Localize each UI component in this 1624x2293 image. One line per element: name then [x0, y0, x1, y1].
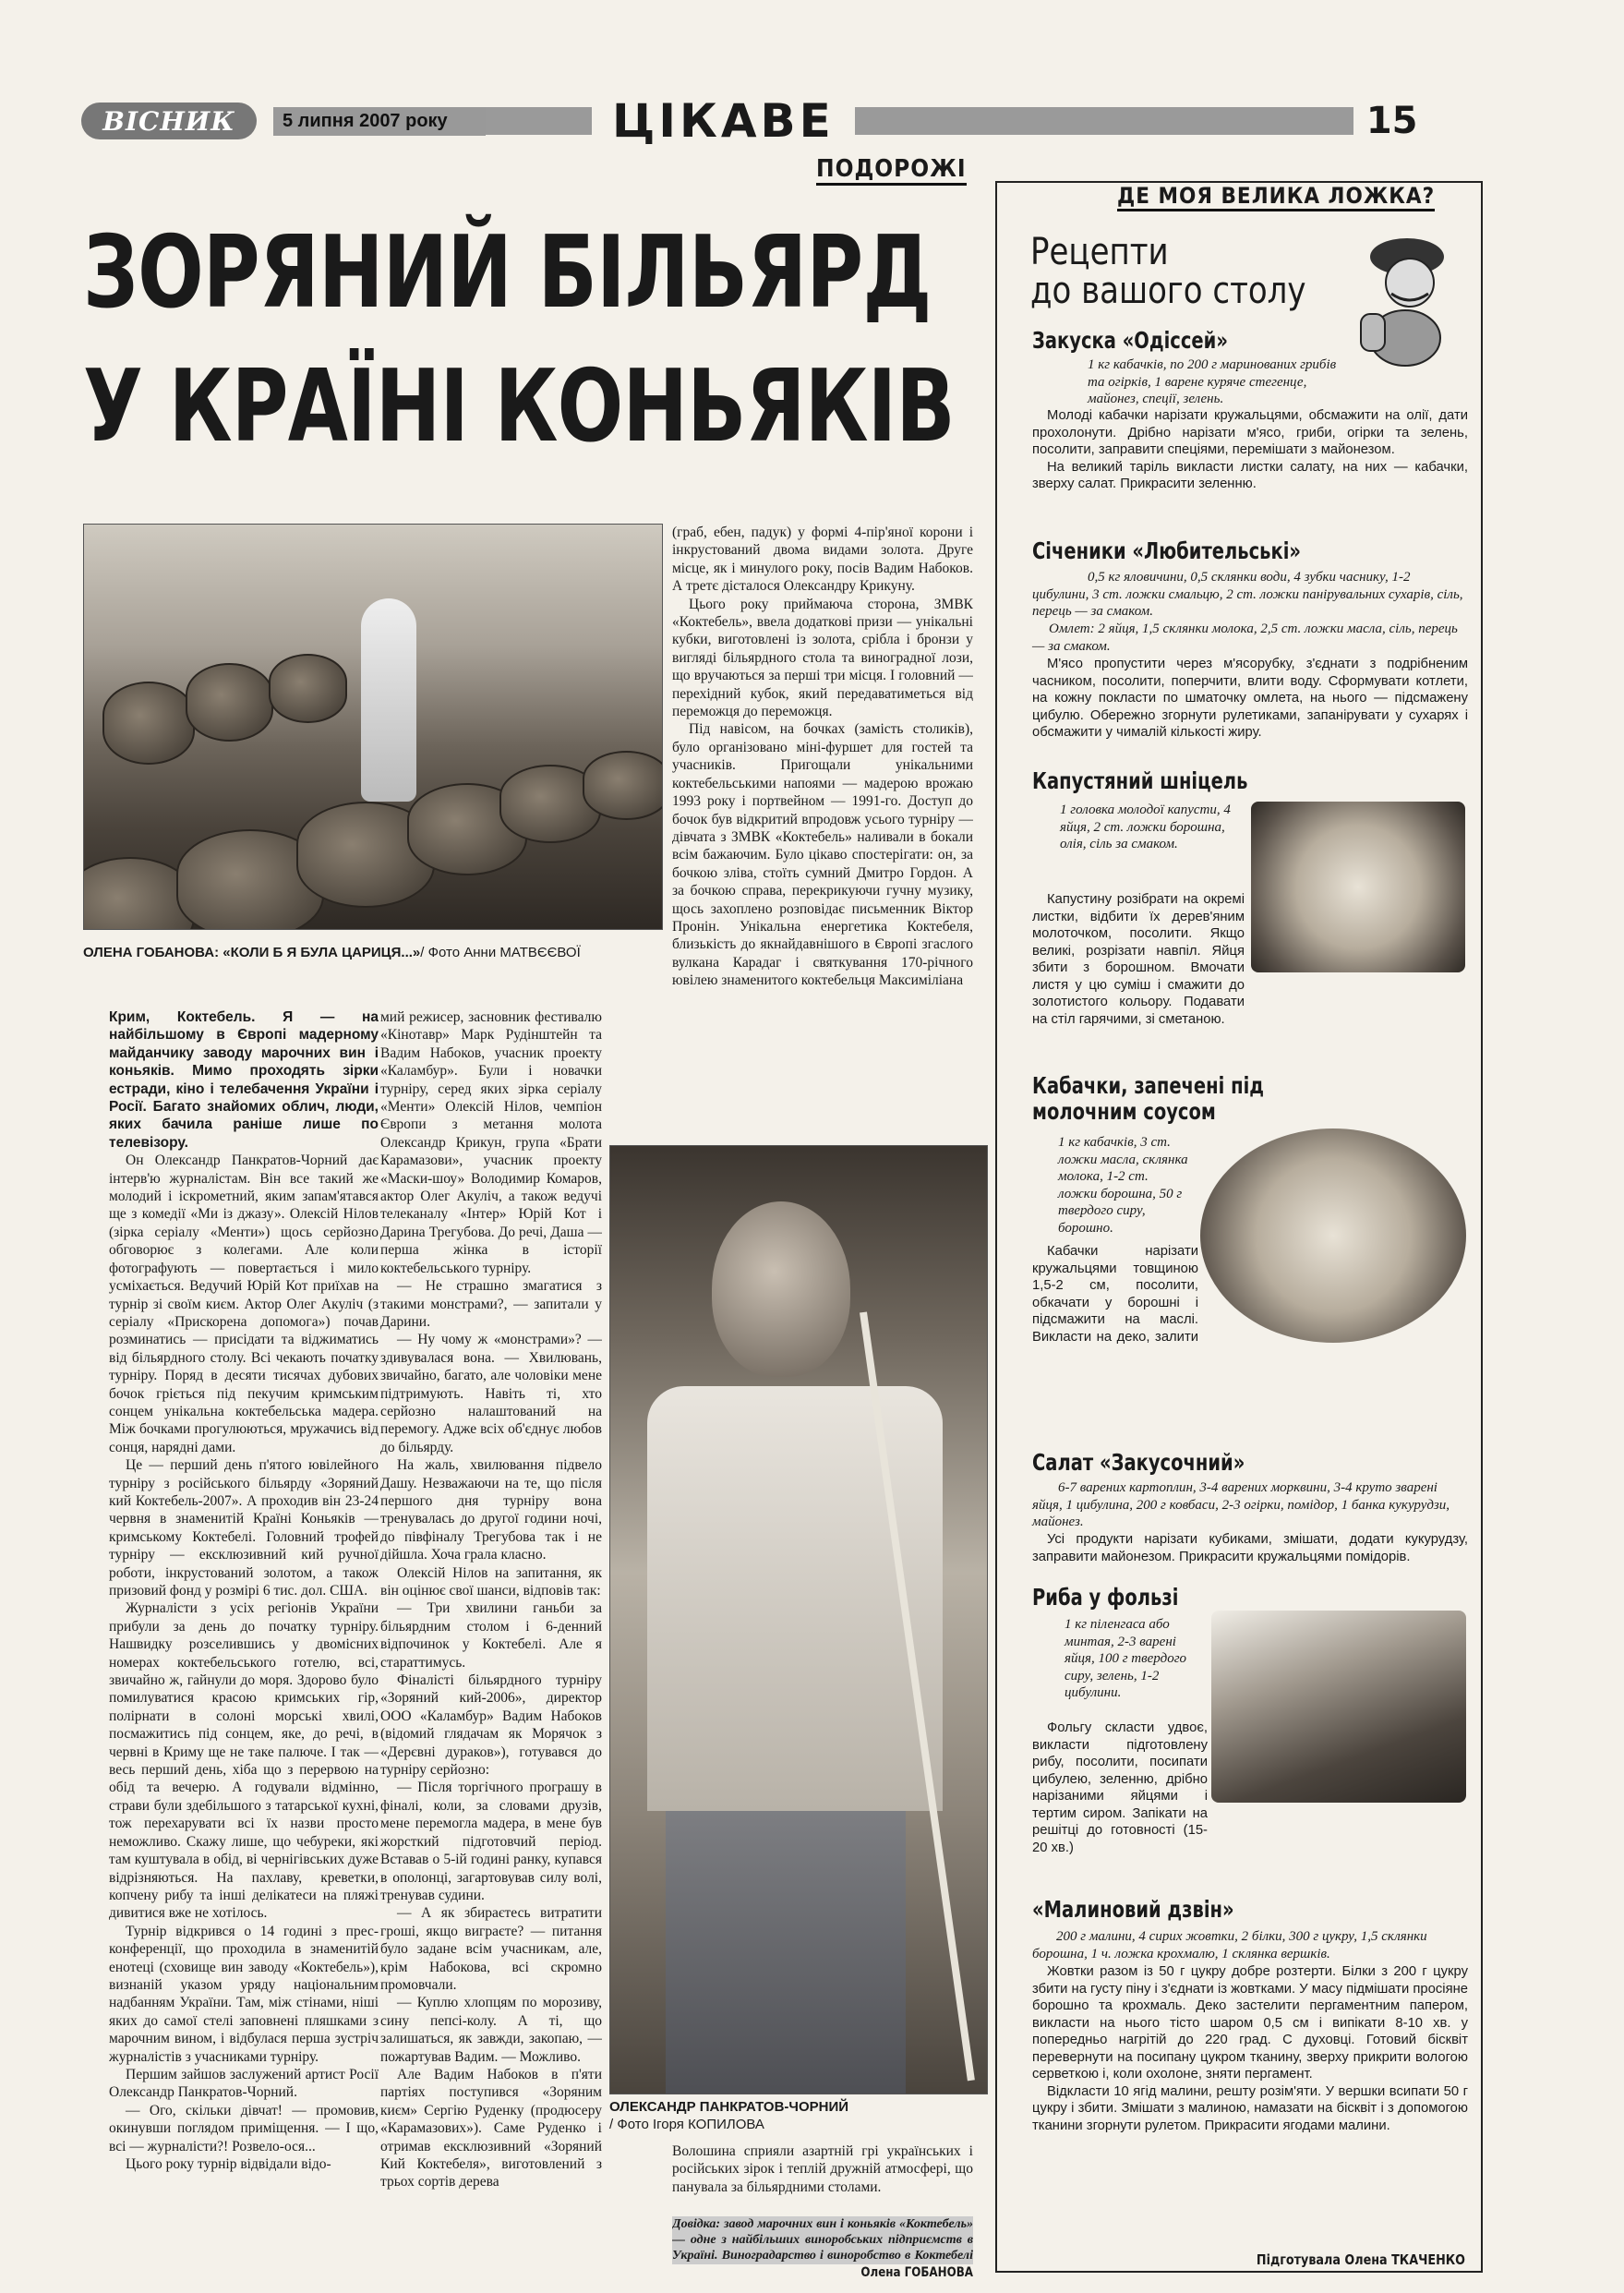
headline-line-2: У КРАЇНІ КОНЬЯКІВ: [83, 349, 955, 465]
article-column-1: [109, 1008, 379, 2272]
recipe-ingredients: 1 головка молодої капусти, 4 яйця, 2 ст. ложки борошна, олія, сіль за смаком.: [1060, 803, 1231, 851]
photo2-caption-credit: / Фото Ігоря КОПИЛОВА: [609, 2117, 764, 2132]
article-author: Олена ГОБАНОВА: [860, 2265, 973, 2280]
article-rubric: ПОДОРОЖІ: [816, 155, 967, 186]
section-title: ЦІКАВЕ: [612, 94, 835, 148]
recipe-ingredients: 1 кг кабачків, по 200 г маринованих грибів та огірків, 1 варене куряче стегенце, майонез, спеції, зелень.: [1088, 357, 1337, 406]
sidebar-title-line-1: Рецепти: [1030, 231, 1169, 273]
recipe-title: Капустяний шніцель: [1032, 767, 1248, 794]
cabbage-schnitzel-photo: [1251, 802, 1465, 972]
recipe-ingredients: 0,5 кг яловичини, 0,5 склянки води, 4 зубки часнику, 1-2 цибулини, 3 ст. ложки смальцю, 2 ст. ложки панірувальних сухарів, сіль, перець — за смаком.: [1032, 570, 1463, 619]
recipe-paragraph: Кабачки нарізати кружальцями товщиною 1,5-2 см, посолити, обкачати у борошні і підсмажити на маслі. Викласти на деко, залити: [1032, 1244, 1198, 1345]
recipe-text: [1032, 1963, 1468, 2134]
article-paragraph: — Не страшно змагатися з такими монстрами?, — запитали у Дарини.: [380, 1278, 602, 1330]
article-paragraph: — Ого, скільки дівчат! — промовив, окинувши поглядом приміщення. — І що, всі — журналісти?! Розвело-ося...: [109, 2102, 379, 2154]
article-paragraph: Фіналісті більярдного турніру «Зоряний кий-2006», директор ООО «Каламбур» Вадим Набоков (відомий глядачам як Морячок з «Дерєвні дураков»), готувався до турніру серйозно:: [380, 1672, 602, 1779]
recipe-paragraph: Капустину розібрати на окремі листки, відбити їх дерев'яним молоточком, посолити. Якщо великі, розрізати навпіл. Яйця збити з борошном. Вмочати листя у цю суміш і смажити до золотистого кольору. Подавати на стіл гарячими, зі сметаною.: [1032, 892, 1245, 1027]
page-number: 15: [1365, 100, 1418, 142]
headline-line-1: ЗОРЯНИЙ БІЛЬЯРД: [83, 215, 932, 331]
article-paragraph: Олексій Нілов на запитання, як він оцінює свої шанси, відповів так:: [380, 1564, 602, 1599]
recipe-paragraph: На великий таріль викласти листки салату, на них — кабачки, зверху салат. Прикрасити зеленню.: [1032, 459, 1468, 491]
recipe-ingredients: 200 г малини, 4 сирих жовтки, 2 білки, 300 г цукру, 1,5 склянки борошна, 1 ч. ложка крохмалю, 1 склянка вершків.: [1032, 1929, 1427, 1961]
photo1-caption: [83, 944, 656, 961]
article-paragraph: Волошина сприяли азартній грі українських і російських зірок і теплій дружній атмосфері, що панувала за більярдними столами.: [672, 2143, 973, 2195]
masthead-bar-left: [486, 107, 592, 135]
photo2-caption-title: ОЛЕКСАНДР ПАНКРАТОВ-ЧОРНИЙ: [609, 2099, 849, 2115]
newspaper-logo: ВІСНИК: [81, 103, 257, 139]
recipe-title: Січеники «Любительські»: [1032, 537, 1302, 564]
recipe-title: Кабачки, запечені під молочним соусом: [1032, 1072, 1265, 1125]
recipe-title: Закуска «Одіссей»: [1032, 327, 1228, 354]
pankratov-chorny-photo: [609, 1145, 988, 2094]
article-paragraph: Он Олександр Панкратов-Чорний дає інтерв'ю журналістам. Він все такий же молодий і іскрометний, яким запам'ятався ще з комедії «Ми із джазу». Олексій Нілов (зірка серіалу «Менти») щось серйозно обговорює з колегами. Але коли фотографують — повертається і мило усміхається. Ведучий Юрій Кот приїхав на турнір зі своїм києм. Актор Олег Акуліч (з серіалу «Прискорена допомога») почав розминатись — присідати та віджиматись від більярдного столу. Всі чекають початку турніру. Поряд в десяти тисячах дубових бочок гріється під пекучим кримським сонцем унікальна коктебельська мадера. Між бочками прогулюються, мружачись від сонця, нарядні дами.: [109, 1153, 379, 1455]
article-column-3-top: [672, 524, 973, 1142]
article-paragraph: На жаль, хвилювання підвело Дашу. Незважаючи на те, що після першого дня турніру вона тренувалась до другої години ночі, до півфіналу Трегубова так і не дійшла. Хоча грала класно.: [380, 1457, 602, 1563]
recipe-paragraph: М'ясо пропустити через м'ясорубку, з'єднати з подрібненим часником, посолити, поперчити, влити воду. Сформувати котлети, на кожну покласти по шматочку омлета, на нього — підсмажену цибулю. Обережно згорнути рулетиками, запанірувати у сухарях і обсмажити у чималій кількості жиру.: [1032, 657, 1468, 740]
recipe-text-part1: [1032, 1243, 1198, 1345]
recipe-paragraph: Відкласти 10 ягід малини, решту розім'яти. У вершки всипати 50 г цукру і збити. Змішати з малиною, намазати на бісквіт і з допомогою тканини згорнути рулетом. Прикрасити ягодами малини.: [1032, 2083, 1468, 2133]
photo2-caption: [609, 2098, 979, 2133]
photo1-caption-credit: / Фото Анни МАТВЄЄВОЇ: [420, 945, 581, 960]
masthead-bar-right: [855, 107, 1353, 135]
sidebar-rubric: ДЕ МОЯ ВЕЛИКА ЛОЖКА?: [1117, 183, 1435, 211]
article-paragraph: — Куплю хлопцям по морозиву, сину пепсі-колу. А ті, що залишаться, як завжди, закопаю, — пожартував Вадим. — Можливо.: [380, 1995, 602, 2065]
recipe-paragraph: Фольгу скласти удвоє, викласти підготовлену рибу, посолити, посипати цибулею, зеленню, дрібно нарізаними яйцями і тертим сиром. Запікати на решітці до готовності (15-20 хв.): [1032, 1720, 1208, 1855]
chef-illustration: [1341, 229, 1468, 377]
recipe-ingredients-omelet: Омлет: 2 яйця, 1,5 склянки молока, 2,5 ст. ложки масла, сіль, перець — за смаком.: [1032, 622, 1458, 654]
article-paragraph: Цього року приймаюча сторона, ЗМВК «Коктебель», ввела додаткові призи — унікальні кубки, виготовлені із золота, срібла і бронзи у вигляді більярдного стола та виноградної лози, що вручаються за перші три місця. І головний — перехідний кубок, який передаватиметься від переможця до переможця.: [672, 596, 973, 720]
issue-date: 5 липня 2007 року: [273, 107, 486, 136]
article-paragraph: — Три хвилини ганьби за більярдним столом і 6-денний відпочинок у Коктебелі. Але я стараттимусь.: [380, 1600, 602, 1671]
recipe-title-line: [1032, 1073, 1320, 1125]
article-paragraph: — Ну чому ж «монстрами»? — здивувалася вона. — Хвилювань, звичайно, багато, але чоловіки мене підтримують. Навіть ті, хто серйозно налаштований на перемогу. Адже всіх об'єднує любов до більярду.: [380, 1332, 602, 1455]
zucchini-dish-photo: [1200, 1128, 1466, 1343]
recipe-title: Салат «Закусочний»: [1032, 1449, 1245, 1476]
recipe-ingredients: 1 кг піленгаса або минтая, 2-3 варені яйця, 100 г твердого сиру, зелень, 1-2 цибулини.: [1065, 1617, 1187, 1700]
reference-note: [672, 2216, 973, 2264]
article-paragraph: мий режисер, засновник фестивалю «Кінотавр» Марк Рудінштейн та Вадим Набоков, учасник проекту «Каламбур». Були і новачки турніру, серед яких зірка серіалу «Менти» Олексій Нілов, чемпіон Європи з метання молота Олександр Крикун, група «Брати Карамазови», учасник проекту «Маски-шоу» Володимир Комаров, актор Олег Акуліч, а також ведучі телеканалу «Інтер» Юрій Кот і Дарина Трегубова. До речі, Даша — перша жінка в історії коктебельського турніру.: [380, 1009, 602, 1276]
article-column-2: [380, 1008, 602, 2272]
article-paragraph: Першим зайшов заслужений артист Росії Олександр Панкратов-Чорний.: [109, 2066, 379, 2101]
article-column-3-bottom: [672, 2142, 973, 2212]
article-paragraph: Журналісти з усіх регіонів України прибули за день до початку турніру. Нашвидку розселившись у двомісних номерах коктебельського готелю, всі, звичайно ж, гайнули до моря. Здорово було помилуватися красою кримських гір, полірнати в солоні морські хвилі, посмажитись під сонцем, яке, до речі, в червні в Криму ще не таке палюче. І так — весь перший день, хіба що з перервою на обід та вечерю. А годували відмінно, страви були здебільшого з татарської кухні, тож перехарувати всі їх назви просто неможливо. Скажу лише, що чебуреки, які там куштувала в обід, ві чернігівських дуже відрізняються. На пахлаву, креветки, копчену рибу та інші делікатеси на пляжі дивитися вже не хотілось.: [109, 1600, 379, 1922]
recipe-text: [1032, 656, 1468, 742]
article-paragraph: Під навісом, на бочках (замість столиків), було організовано міні-фуршет для гостей та учасників. Пригощали унікальними коктебельськими напоями — мадерою врожаю 1993 року і портвейном — 1991-го. Доступ до бочок був відкритий впродовж усього турніру — дівчата з ЗМВК «Коктебель» наливали в бокали всім бажаючим. Було цікаво спостерігати: он, за бочкою зліва, стоїть сумний Дмитро Гордон. А за бочкою справа, перекрикуючи гучну музику, щось захоплено розповідає письменник Віктор Пронін. Унікальна енергетика Коктебеля, близькість до якнайдавнішого в Європі згаслого вулкана Карадаг і святкування 170-річного ювілею знаменитого коктебельця Максиміліана: [672, 721, 973, 989]
photo1-caption-title: ОЛЕНА ГОБАНОВА: «КОЛИ Б Я БУЛА ЦАРИЦЯ...»: [83, 945, 421, 960]
sidebar-title-line-2: до вашого столу: [1030, 270, 1306, 312]
cellar-barrels-photo: [83, 524, 663, 930]
recipe-ingredients: 6-7 варених картоплин, 3-4 варених морквини, 3-4 круто зварені яйця, 1 цибулина, 200 г ковбаси, 2-3 огірки, помідор, 1 банка кукурудзи, майонез.: [1032, 1480, 1450, 1529]
recipes-credit: Підготувала Олена ТКАЧЕНКО: [1256, 2251, 1465, 2268]
recipe-title: «Малиновий дзвін»: [1032, 1896, 1234, 1923]
recipe-text: [1032, 891, 1245, 1028]
article-lead: Крим, Коктебель. Я — на найбільшому в Європі мадерному майданчику заводу марочних вин і коньяків. Мимо проходять зірки естради, кіно і телебачення України і Росії. Багато знайомих облич, люди, яких бачила раніше лише по телевізору.: [109, 1009, 379, 1151]
recipe-text: [1032, 407, 1468, 493]
recipe-paragraph: Усі продукти нарізати кубиками, змішати, додати кукурудзу, заправити майонезом. Прикрасити кружальцями помідорів.: [1032, 1532, 1468, 1564]
article-paragraph: (граб, ебен, падук) у формі 4-пір'яної корони і інкрустований двома видами золота. Друге місце, як і минулого року, посів Вадим Набоков. А третє дісталося Олександру Крикуну.: [672, 525, 973, 595]
recipe-text: [1032, 1720, 1208, 1856]
fish-in-foil-photo: [1211, 1611, 1466, 1803]
recipe-paragraph: Молоді кабачки нарізати кружальцями, обсмажити на олії, дати прохолонути. Дрібно нарізати м'ясо, гриби, огірки та зелень, посолити, заправити спеціями, перемішати з майонезом.: [1032, 408, 1468, 457]
recipe-paragraph: Жовтки разом із 50 г цукру добре розтерти. Білки з 200 г цукру збити на густу піну і з'єднати із жовтками. У масу підмішати просіяне борошно та крохмаль. Деко застелити пергаментним папером, викласти на нього тісто шаром 0,5 см і випікати 8-10 хв. у попередньо нагрітій до 220 град. С духовці. Готовий бісквіт перевернути на посипану цукром тканину, зверху прикрити вологою серветкою і, коли охолоне, зняти пергамент.: [1032, 1964, 1468, 2082]
reference-note-text: Довідка: завод марочних вин і коньяків «Коктебель» — одне з найбільших винoробських підприємств в Україні. Виноградарство і виноробство в Коктебелі: [672, 2216, 973, 2264]
article-paragraph: — А як збираєтесь витратити гроші, якщо виграєте? — питання було задане всім учасникам, але, крім Набокова, всі скромно промовчали.: [380, 1905, 602, 1993]
article-paragraph: Турнір відкрився о 14 годині з прес-конференції, що проходила в знаменитій енотеці (сховище вин заводу «Коктебель»), визнаній указом уряду національним надбанням України. Там, між стінами, ніші яких до самої стелі заповнені пляшками з марочним вином, і відбулася перша зустріч журналістів з учасниками турніру.: [109, 1923, 379, 2065]
article-paragraph: Але Вадим Набоков в п'яти партіях поступився «Зоряним києм» Сергію Руденку (продюсеру «Карамазових»). Саме Руденко і отримав ексклюзивний «Зоряний Кий Коктебеля», виготовлений з трьох сортів дерева: [380, 2066, 602, 2190]
recipe-ingredients: 1 кг кабачків, 3 ст. ложки масла, склянка молока, 1-2 ст. ложки борошна, 50 г твердого сиру, борошно.: [1058, 1135, 1188, 1236]
article-paragraph: Цього року турнір відвідали відо-: [126, 2156, 331, 2172]
article-paragraph: — Після торгічного програшу в фіналі, коли, за словами друзів, мене перемогла мадера, в мене був жорсткий підготовчий період. Вставав о 5-ій годині ранку, купався в ополонці, загартовував силу волі, тренував судини.: [380, 1780, 602, 1903]
masthead: [81, 94, 1485, 148]
recipe-title: Риба у фользі: [1032, 1584, 1179, 1611]
recipe-text: [1032, 1531, 1468, 1565]
article-paragraph: Це — перший день п'ятого ювілейного турніру з російського більярду «Зоряний кий Коктебель-2007». А проходив він 23-24 червня в знаменитій Країні Коньяків — кримському Коктебелі. Головний трофей турніру — ексклюзивний кий ручної роботи, інкрустований золотом, а також призовий фонд у розмірі 6 тис. дол. США.: [109, 1457, 379, 1599]
